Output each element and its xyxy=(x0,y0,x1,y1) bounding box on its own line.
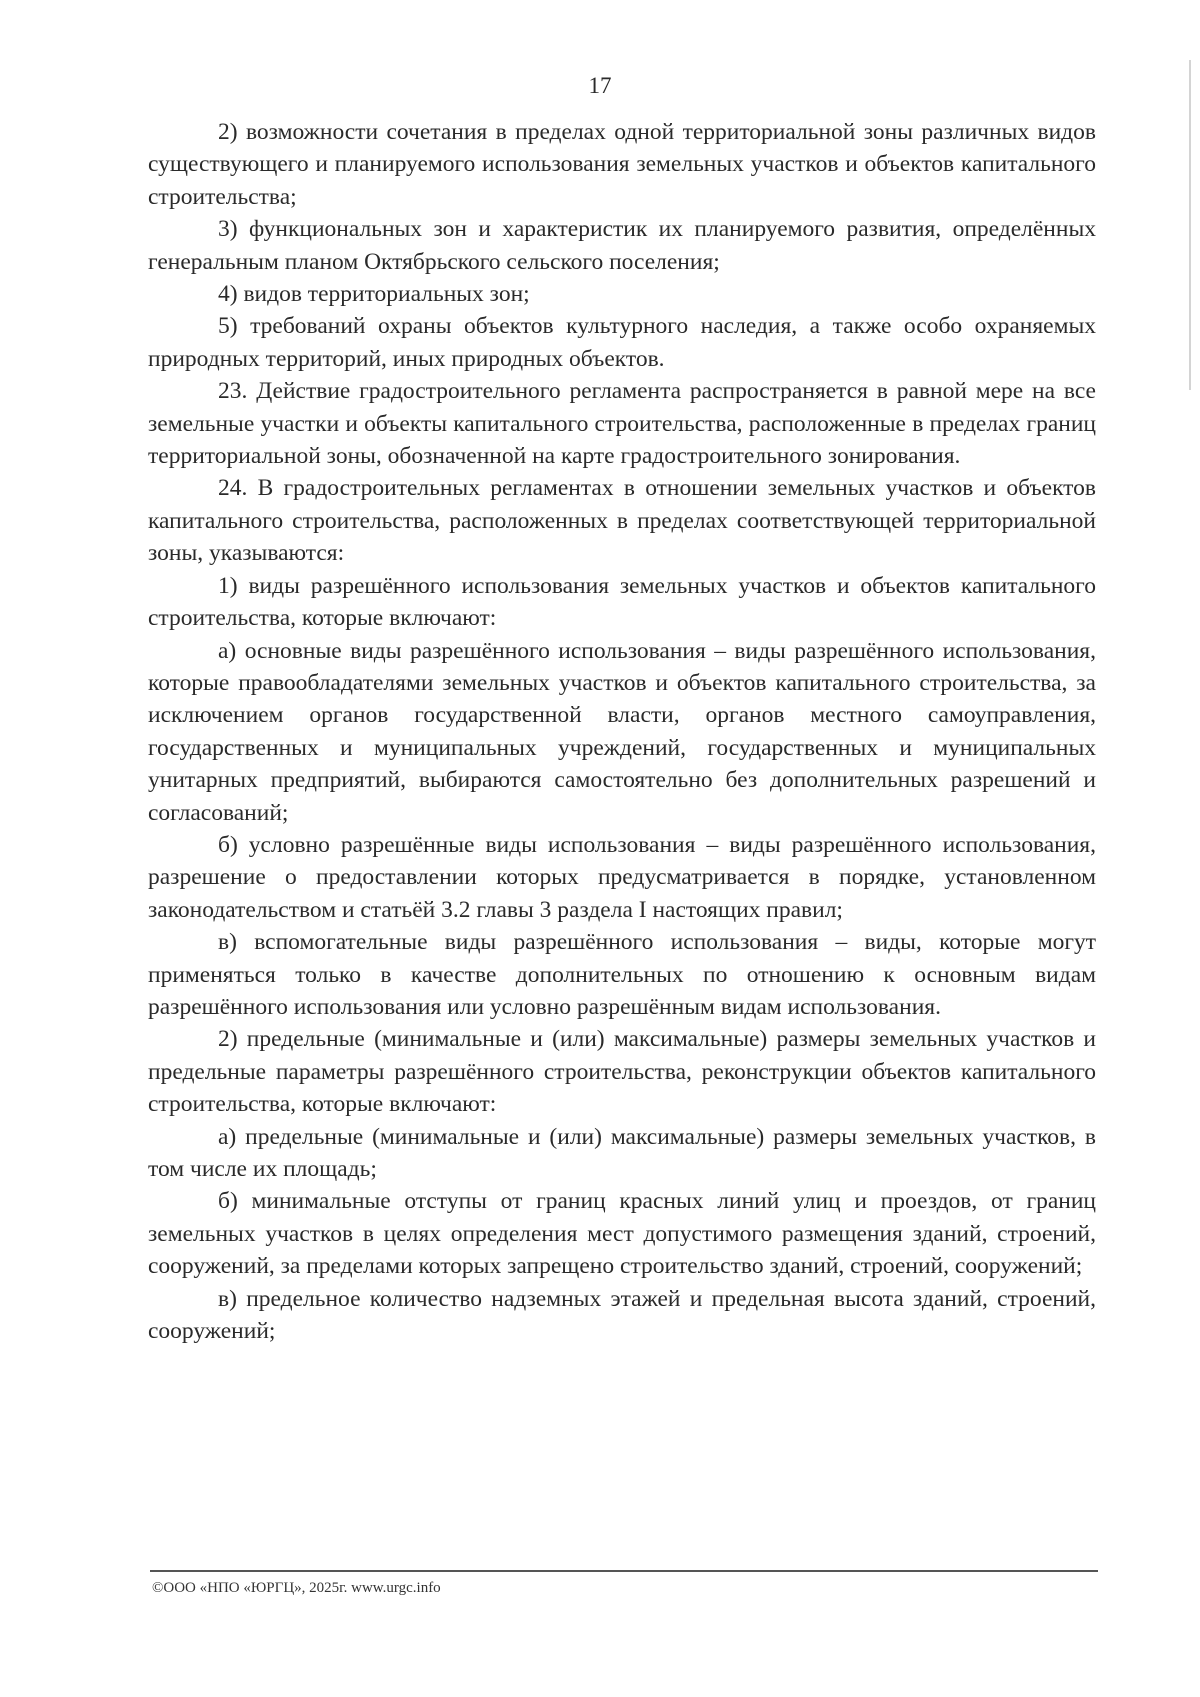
paragraph: б) минимальные отступы от границ красных линий улиц и проездов, от границ земельных участков в целях определения мест допустимого размещения зданий, строений, сооружений, за пределами которых запрещено строительство зданий, строений, сооружений; xyxy=(148,1188,1096,1280)
paragraph: 5) требований охраны объектов культурного наследия, а также особо охраняемых природных территорий, иных природных объектов. xyxy=(148,313,1096,372)
paragraph: 3) функциональных зон и характеристик их планируемого развития, определённых генеральным планом Октябрьского сельского поселения; xyxy=(148,216,1096,275)
paragraph: а) предельные (минимальные и (или) максимальные) размеры земельных участков, в том числе их площадь; xyxy=(148,1123,1096,1182)
scan-edge-mark xyxy=(1189,60,1191,390)
paragraph: а) основные виды разрешённого использования – виды разрешённого использования, которые правообладателями земельных участков и объектов капитального строительства, за исключением органов государственной власти, органов местного самоуправления, государственных и муниципальных учреждений, государственных и муниципальных унитарных предприятий, выбираются самостоятельно без дополнительных разрешений и согласований; xyxy=(148,637,1096,826)
paragraph: в) вспомогательные виды разрешённого использования – виды, которые могут применяться только в качестве дополнительных по отношению к основным видам разрешённого использования или условно разрешённым видам использования. xyxy=(148,929,1096,1020)
paragraph: 24. В градостроительных регламентах в отношении земельных участков и объектов капитального строительства, расположенных в пределах соответствующей территориальной зоны, указываются: xyxy=(148,475,1096,567)
paragraph: 2) возможности сочетания в пределах одной территориальной зоны различных видов существующего и планируемого использования земельных участков и объектов капитального строительства; xyxy=(148,119,1096,210)
footer-divider xyxy=(150,1570,1098,1572)
paragraph: 23. Действие градостроительного регламента распространяется в равной мере на все земельные участки и объекты капитального строительства, расположенные в пределах границ территориальной зоны, обозначенной на карте градостроительного зонирования. xyxy=(148,378,1096,470)
paragraph: б) условно разрешённые виды использования – виды разрешённого использования, разрешение о предоставлении которых предусматривается в порядке, установленном законодательством и статьёй 3.2 главы 3 раздела I настоящих правил; xyxy=(148,831,1096,923)
body-text xyxy=(148,116,1096,1347)
paragraph: в) предельное количество надземных этажей и предельная высота зданий, строений, сооружений; xyxy=(148,1285,1096,1345)
page-number: 17 xyxy=(588,73,612,98)
footer-copyright: ©ООО «НПО «ЮРГЦ», 2025г. www.urgc.info xyxy=(152,1580,441,1596)
paragraph: 2) предельные (минимальные и (или) максимальные) размеры земельных участков и предельные параметры разрешённого строительства, реконструкции объектов капитального строительства, которые включают: xyxy=(148,1026,1096,1118)
paragraph: 1) виды разрешённого использования земельных участков и объектов капитального строительства, которые включают: xyxy=(148,572,1096,632)
paragraph: 4) видов территориальных зон; xyxy=(218,281,530,308)
